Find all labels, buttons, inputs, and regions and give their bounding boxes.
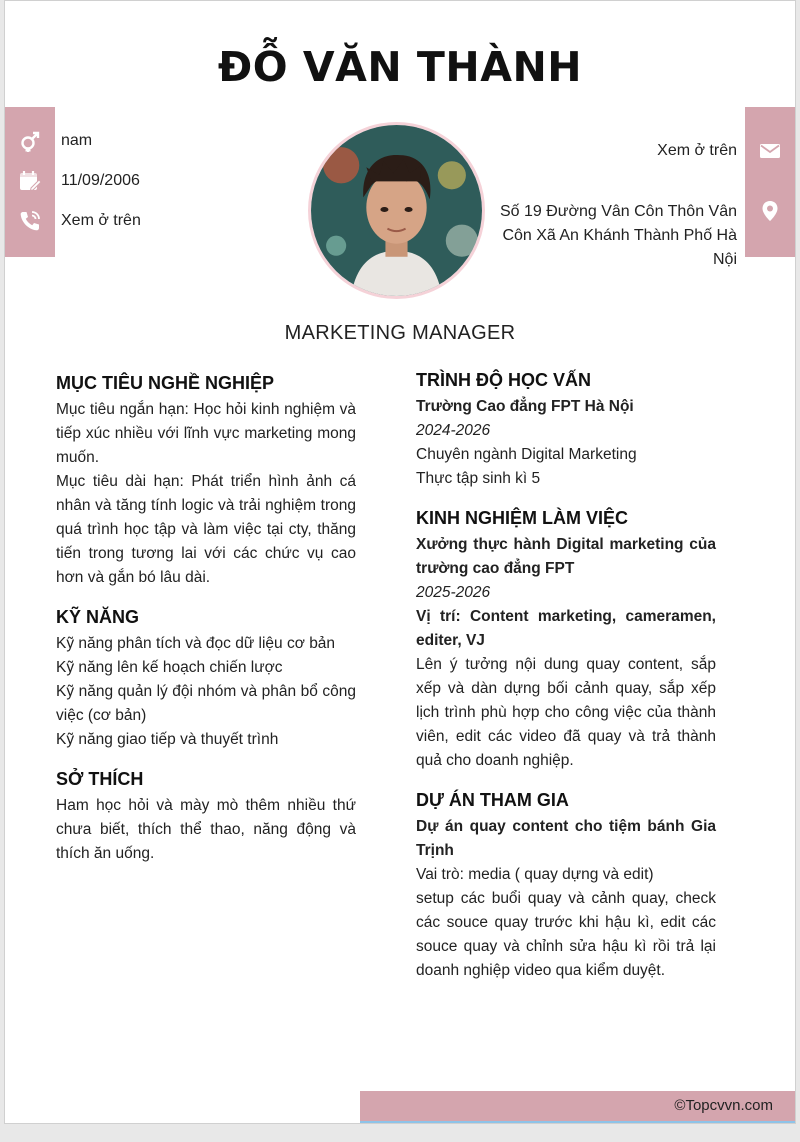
project-role: Vai trò: media ( quay dựng và edit)	[416, 866, 654, 883]
location-icon	[758, 199, 782, 223]
long-term-goal: Mục tiêu dài hạn: Phát triển hình ảnh cá nhân và tăng tính logic và trải nghiệm trong quá trình học tập và làm việc tại cty, thăng tiến trong tương lai với các chức vụ cao hơn và gắn bó lâu dài.	[56, 473, 356, 586]
skill-item: Kỹ năng giao tiếp và thuyết trình	[56, 731, 279, 748]
section-title: SỞ THÍCH	[56, 769, 144, 789]
project-description: setup các buổi quay và cảnh quay, check các souce quay trước khi hậu kì, edit các souce quay và chỉnh sửa hậu kì rồi trả lại doanh nghiệp video qua kiểm duyệt.	[416, 890, 716, 979]
birthday-text: 11/09/2006	[61, 172, 140, 189]
avatar	[308, 122, 485, 299]
projects-section	[416, 787, 716, 983]
education-period: 2024-2026	[416, 422, 491, 439]
left-contact-bar	[5, 107, 55, 257]
school-name: Trường Cao đẳng FPT Hà Nội	[416, 398, 634, 415]
candidate-name: ĐỖ VĂN THÀNH	[217, 43, 583, 91]
left-column	[56, 370, 356, 880]
phone-icon	[18, 209, 42, 233]
section-title: DỰ ÁN THAM GIA	[416, 790, 569, 810]
right-column	[416, 367, 716, 997]
skills-section	[56, 604, 356, 752]
footer-divider	[360, 1121, 795, 1123]
address-line: Nội	[712, 251, 737, 268]
calendar-icon	[18, 169, 42, 193]
section-title: KỸ NĂNG	[56, 607, 140, 627]
mail-icon	[758, 139, 782, 163]
gender-text: nam	[61, 132, 93, 149]
project-name: Dự án quay content cho tiệm bánh Gia Trịnh	[416, 818, 716, 859]
experience-description: Lên ý tưởng nội dung quay content, sắp xếp và dàn dựng bối cảnh quay, sắp xếp lịch trình phù hợp cho công việc của thành viên, edit các video đã quay và trả thành quả cho doanh nghiệp.	[416, 656, 716, 769]
job-title: MARKETING MANAGER	[284, 322, 516, 344]
right-contact-bar	[745, 107, 795, 257]
career-goal-section	[56, 370, 356, 590]
major: Chuyên ngành Digital Marketing	[416, 446, 637, 463]
hobbies-section	[56, 766, 356, 866]
section-title: TRÌNH ĐỘ HỌC VẤN	[416, 370, 591, 390]
company-name: Xưởng thực hành Digital marketing của trường cao đẳng FPT	[416, 536, 716, 577]
skill-item: Kỹ năng quản lý đội nhóm và phân bổ công việc (cơ bản)	[56, 683, 356, 724]
hobbies-text: Ham học hỏi và mày mò thêm nhiều thứ chưa biết, thích thể thao, năng động và thích ăn uống.	[56, 797, 356, 862]
footer: ©Topcvvn.com	[360, 1091, 795, 1121]
education-section	[416, 367, 716, 491]
education-note: Thực tập sinh kì 5	[416, 470, 541, 487]
gender-icon	[18, 129, 42, 153]
phone-text: Xem ở trên	[61, 212, 141, 229]
experience-period: 2025-2026	[416, 584, 491, 601]
section-title: KINH NGHIỆM LÀM VIỆC	[416, 508, 629, 528]
section-title: MỤC TIÊU NGHỀ NGHIỆP	[56, 373, 275, 393]
skill-item: Kỹ năng phân tích và đọc dữ liệu cơ bản	[56, 635, 336, 652]
address-text	[500, 200, 737, 272]
experience-section	[416, 505, 716, 773]
position: Vị trí: Content marketing, cameramen, editer, VJ	[416, 608, 716, 649]
skill-item: Kỹ năng lên kế hoạch chiến lược	[56, 659, 283, 676]
short-term-goal: Mục tiêu ngắn hạn: Học hỏi kinh nghiệm và tiếp xúc nhiều với lĩnh vực marketing mong muốn.	[56, 401, 356, 466]
address-line: Số 19 Đường Vân Côn Thôn Vân	[499, 203, 737, 220]
email-text: Xem ở trên	[657, 142, 737, 159]
address-line: Côn Xã An Khánh Thành Phố Hà	[502, 227, 737, 244]
cv-page	[4, 0, 796, 1124]
